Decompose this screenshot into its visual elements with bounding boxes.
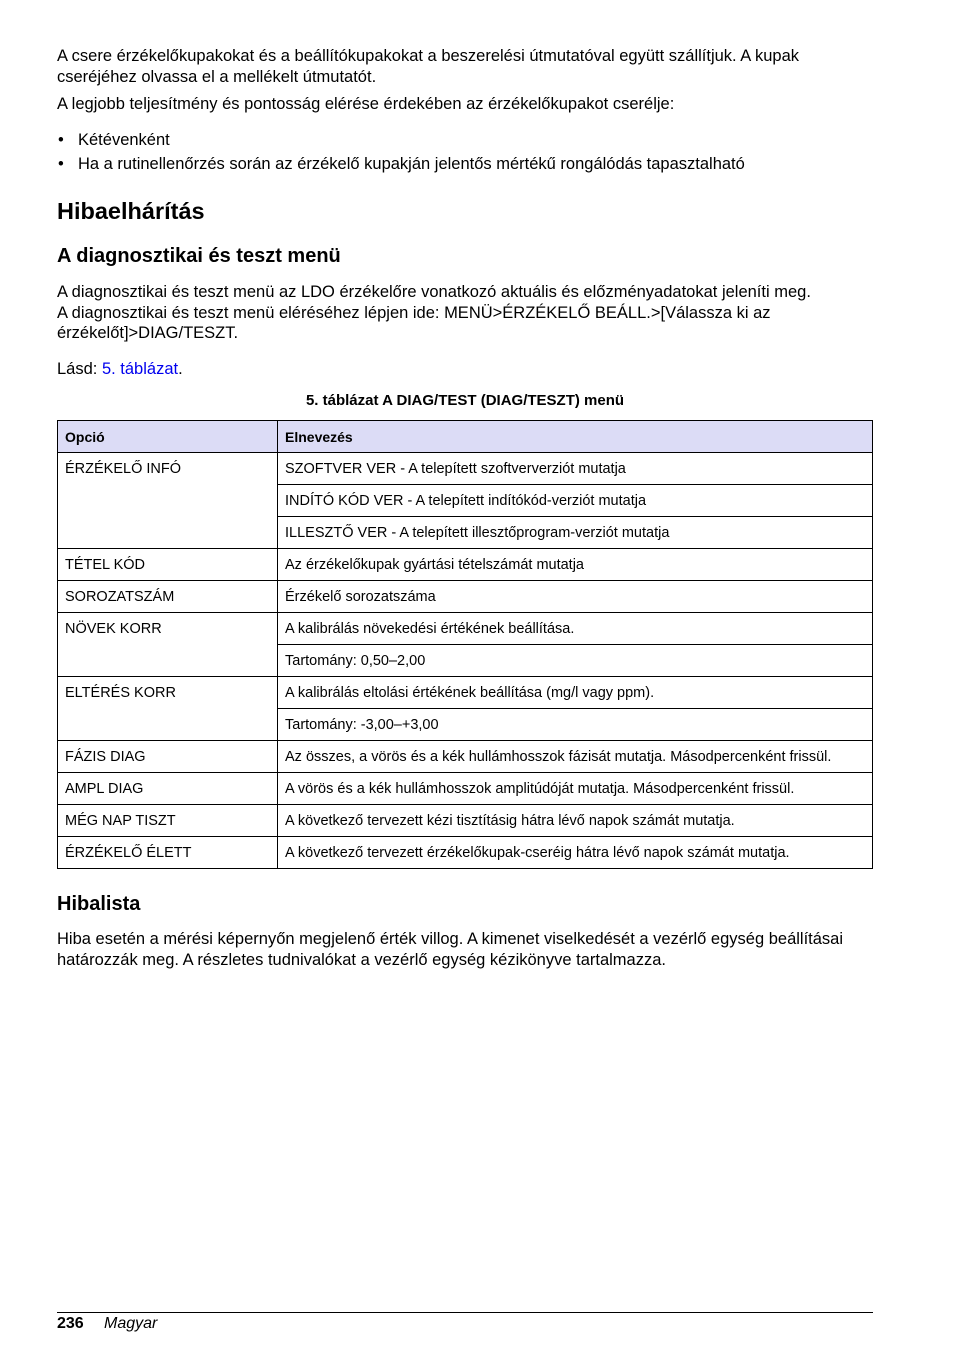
description-cell: A kalibrálás növekedési értékének beállítása. xyxy=(278,613,873,645)
bullet-item: • Kétévenként xyxy=(58,130,170,149)
table-row xyxy=(58,549,873,581)
description-cell: Az érzékelőkupak gyártási tételszámát mutatja xyxy=(278,549,873,581)
table-row xyxy=(58,581,873,613)
table-row xyxy=(58,837,873,869)
option-cell: ÉRZÉKELŐ ÉLETT xyxy=(58,837,278,869)
option-cell: AMPL DIAG xyxy=(58,773,278,805)
table-header-row xyxy=(58,421,873,453)
option-cell: ÉRZÉKELŐ INFÓ xyxy=(58,453,278,549)
error-list-text: Hiba esetén a mérési képernyőn megjelenő érték villog. A kimenet viselkedését a vezérlő egység beállításai határozzák meg. A részletes tudnivalókat a vezérlő egység kézikönyve tartalmazza. xyxy=(57,930,844,969)
description-cell: Tartomány: 0,50–2,00 xyxy=(278,645,873,677)
table-row xyxy=(58,773,873,805)
table-caption: 5. táblázat A DIAG/TEST (DIAG/TESZT) menü xyxy=(305,392,625,409)
page-content xyxy=(57,46,873,970)
column-header-description: Elnevezés xyxy=(278,421,873,453)
diag-description-1: A diagnosztikai és teszt menü az LDO érzékelőre vonatkozó aktuális és előzményadatokat jeleníti meg. xyxy=(57,283,811,301)
description-cell: ILLESZTŐ VER - A telepített illesztőprogram-verziót mutatja xyxy=(278,517,873,549)
table-row xyxy=(58,613,873,645)
description-cell: Az összes, a vörös és a kék hullámhosszok fázisát mutatja. Másodpercenként frissül. xyxy=(278,741,873,773)
page-footer xyxy=(57,1312,873,1332)
section-title: Hibaelhárítás xyxy=(57,198,205,224)
page-number: 236 xyxy=(57,1315,84,1332)
option-cell: MÉG NAP TISZT xyxy=(58,805,278,837)
option-cell: NÖVEK KORR xyxy=(58,613,278,677)
description-cell: SZOFTVER VER - A telepített szoftververziót mutatja xyxy=(278,453,873,485)
table-body xyxy=(58,453,873,869)
description-cell: INDÍTÓ KÓD VER - A telepített indítókód-verziót mutatja xyxy=(278,485,873,517)
column-header-option: Opció xyxy=(58,421,278,453)
table-link[interactable]: 5. táblázat xyxy=(101,359,179,378)
description-cell: A következő tervezett kézi tisztításig hátra lévő napok számát mutatja. xyxy=(278,805,873,837)
description-cell: Érzékelő sorozatszáma xyxy=(278,581,873,613)
description-cell: Tartomány: -3,00–+3,00 xyxy=(278,709,873,741)
option-cell: FÁZIS DIAG xyxy=(58,741,278,773)
table-row xyxy=(58,741,873,773)
option-cell: SOROZATSZÁM xyxy=(58,581,278,613)
error-list-heading: Hibalista xyxy=(57,893,141,915)
replacement-bullet-list xyxy=(57,130,873,175)
option-cell: TÉTEL KÓD xyxy=(58,549,278,581)
intro-paragraph-2: A legjobb teljesítmény és pontosság elérése érdekében az érzékelőkupakot cserélje: xyxy=(57,95,675,113)
table-row xyxy=(58,453,873,485)
bullet-icon: • xyxy=(58,154,64,173)
intro-paragraph-1: A csere érzékelőkupakokat és a beállítókupakokat a beszerelési útmutatóval együtt szállítjuk. A kupak cseréjéhez olvassa el a mellékelt útmutatót. xyxy=(57,47,800,86)
description-cell: A kalibrálás eltolási értékének beállítása (mg/l vagy ppm). xyxy=(278,677,873,709)
see-reference: Lásd: 5. táblázat. xyxy=(57,359,183,378)
option-cell: ELTÉRÉS KORR xyxy=(58,677,278,741)
footer-language: Magyar xyxy=(104,1315,158,1332)
bullet-item: • Ha a rutinellenőrzés során az érzékelő kupakján jelentős mértékű rongálódás tapasztalható xyxy=(58,154,745,173)
description-cell: A vörös és a kék hullámhosszok amplitúdóját mutatja. Másodpercenként frissül. xyxy=(278,773,873,805)
description-cell: A következő tervezett érzékelőkupak-cseréig hátra lévő napok számát mutatja. xyxy=(278,837,873,869)
diag-description-2: A diagnosztikai és teszt menü eléréséhez lépjen ide: MENÜ>ÉRZÉKELŐ BEÁLL.>[Válassza ki az érzékelőt]>DIAG/TESZT. xyxy=(57,303,771,342)
table-row xyxy=(58,677,873,709)
table-row xyxy=(58,805,873,837)
bullet-icon: • xyxy=(58,130,64,149)
diag-menu-heading: A diagnosztikai és teszt menü xyxy=(57,245,341,267)
diag-menu-table xyxy=(57,420,873,869)
